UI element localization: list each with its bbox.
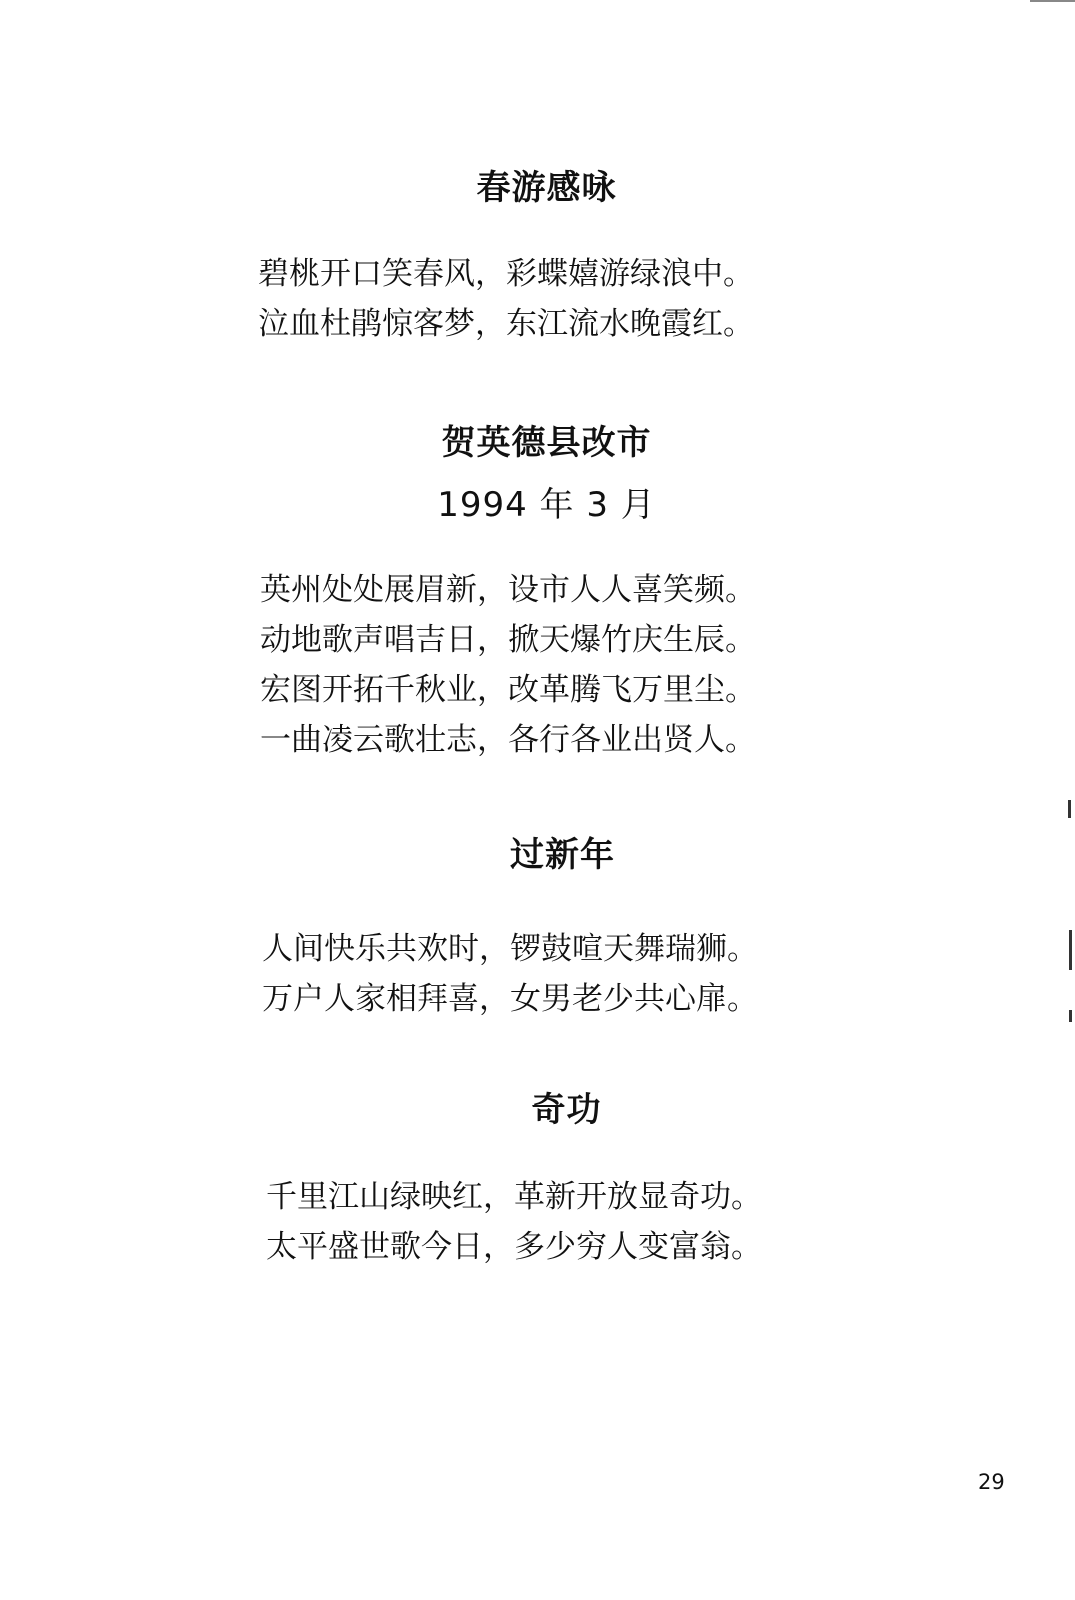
poem-line: 泣血杜鹃惊客梦，东江流水晚霞红。 [258,306,754,342]
page-number: 29 [978,1470,1005,1494]
poem-line: 千里江山绿映红，革新开放显奇功。 [266,1179,762,1215]
poem-line: 动地歌声唱吉日，掀天爆竹庆生辰。 [260,622,756,658]
scan-edge-mark [1069,1010,1072,1022]
poem-title: 奇功 [531,1090,602,1130]
poem-line: 万户人家相拜喜，女男老少共心扉。 [262,981,758,1017]
poem-line: 宏图开拓千秋业，改革腾飞万里尘。 [260,672,756,708]
poem-body [260,565,756,765]
scan-edge-mark [1030,0,1075,2]
poem-body [266,1172,762,1272]
poem-line: 碧桃开口笑春风，彩蝶嬉游绿浪中。 [258,256,754,292]
poem-body [258,249,754,349]
poem-line: 人间快乐共欢时，锣鼓喧天舞瑞狮。 [262,931,758,967]
poem-title: 贺英德县改市 [441,423,652,463]
poem-line: 英州处处展眉新，设市人人喜笑频。 [260,572,756,608]
poem-title: 春游感咏 [476,168,617,208]
scan-edge-mark [1068,800,1071,818]
poem-subtitle: 1994 年 3 月 [437,485,656,525]
poem-title: 过新年 [510,835,615,875]
poem-body [262,924,758,1024]
poem-line: 一曲凌云歌壮志，各行各业出贤人。 [260,722,756,758]
scan-edge-mark [1069,930,1072,970]
poem-line: 太平盛世歌今日，多少穷人变富翁。 [266,1229,762,1265]
